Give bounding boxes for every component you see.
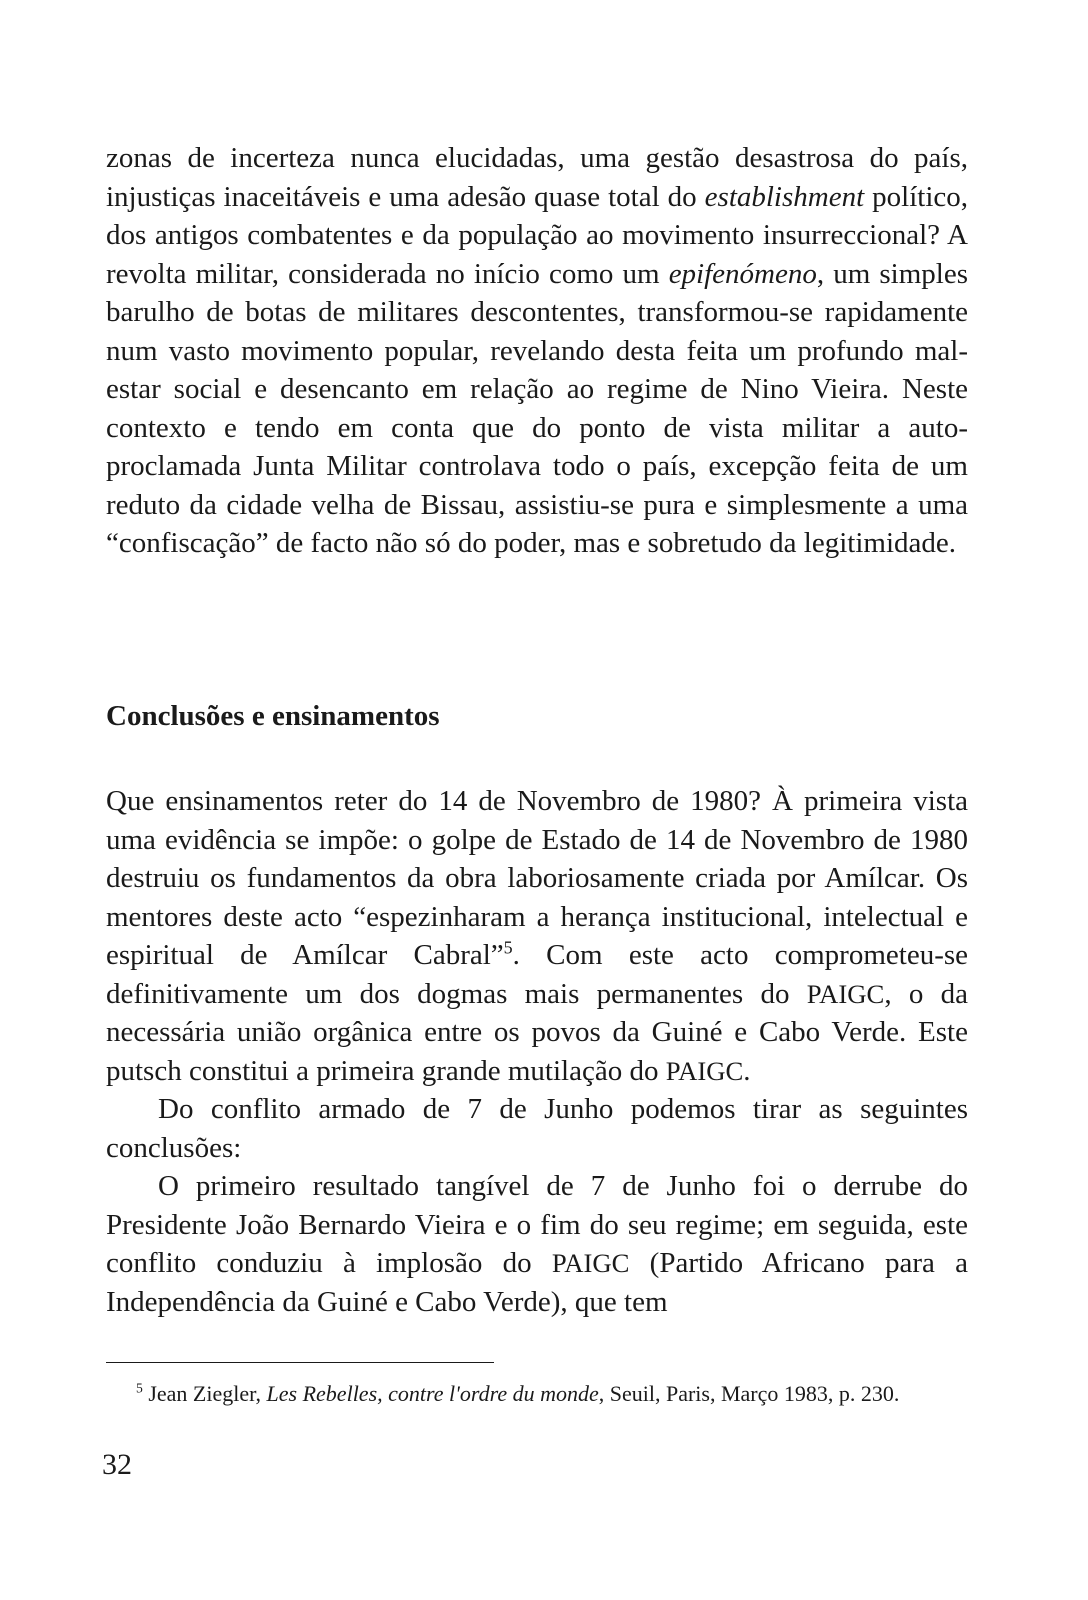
italic-term: establishment [704,180,865,213]
footnote-reference[interactable]: 5 [503,937,513,958]
text-segment: político, dos antigos combatentes e da população ao movimento insurreccional? A revolta militar, considerada no início como um [106,180,969,290]
body-text-section [106,782,968,1321]
footnote-publication: , Seuil, Paris, Março 1983, p. 230. [598,1381,900,1406]
text-segment: , um simples barulho de botas de militares descontentes, transformou-se rapidamente num vasto movimento popular, revelando desta feita um profundo mal-estar social e desencanto em relação ao regime de Nino Vieira. Neste contexto e tendo em conta que do ponto de vista militar a auto-proclamada Junta Militar controlava todo o país, excepção feita de um reduto da cidade velha de Bissau, assistiu-se pura e simplesmente a uma “confiscação” de facto não só do poder, mas e sobretudo da legitimidade. [106,257,968,559]
text-segment: . Com este acto comprometeu-se definitivamente um dos dogmas mais permanentes do [106,939,969,1010]
paragraph [106,782,968,1090]
section-heading: Conclusões e ensinamentos [106,700,440,732]
acronym: PAIGC [551,1248,630,1278]
text-segment: O primeiro resultado tangível de 7 de Junho foi o derrube do Presidente João Bernardo Vieira e o fim do seu regime; em seguida, este conflito conduziu à implosão do [106,1170,968,1279]
text-segment: zonas de incerteza nunca elucidadas, uma gestão desastrosa do país, injustiças inaceitáveis e uma adesão quase total do [106,142,968,213]
paragraph [106,1167,968,1321]
body-text-top [106,139,968,563]
acronym: PAIGC [665,1055,744,1086]
footnote-divider [106,1362,494,1363]
italic-term: epifenómeno [668,257,817,290]
text-segment: , o da necessária união orgânica entre os povos da Guiné e Cabo Verde. Este putsch constitui a primeira grande mutilação do [106,977,969,1087]
footnote-marker: 5 [136,1380,143,1396]
text-segment: . [743,1054,751,1087]
text-segment: (Partido Africano para a Independência da Guiné e Cabo Verde), que tem [106,1247,968,1318]
page-number: 32 [102,1448,132,1481]
text-segment: Que ensinamentos reter do 14 de Novembro de 1980? À primeira vista uma evidência se impõe: o golpe de Estado de 14 de Novembro de 1980 destruiu os fundamentos da obra laboriosamente criada por Amílcar. Os mentores deste acto “espezinharam a herança institucional, intelectual e espiritual de Amílcar Cabral” [106,785,968,971]
paragraph: Do conflito armado de 7 de Junho podemos tirar as seguintes conclusões: [106,1093,968,1164]
paragraph-continued [106,139,968,563]
acronym: PAIGC [806,978,885,1009]
footnote-author: Jean Ziegler, [142,1381,267,1406]
footnote [106,1380,966,1408]
footnote-title: Les Rebelles, contre l'ordre du monde [266,1381,599,1406]
